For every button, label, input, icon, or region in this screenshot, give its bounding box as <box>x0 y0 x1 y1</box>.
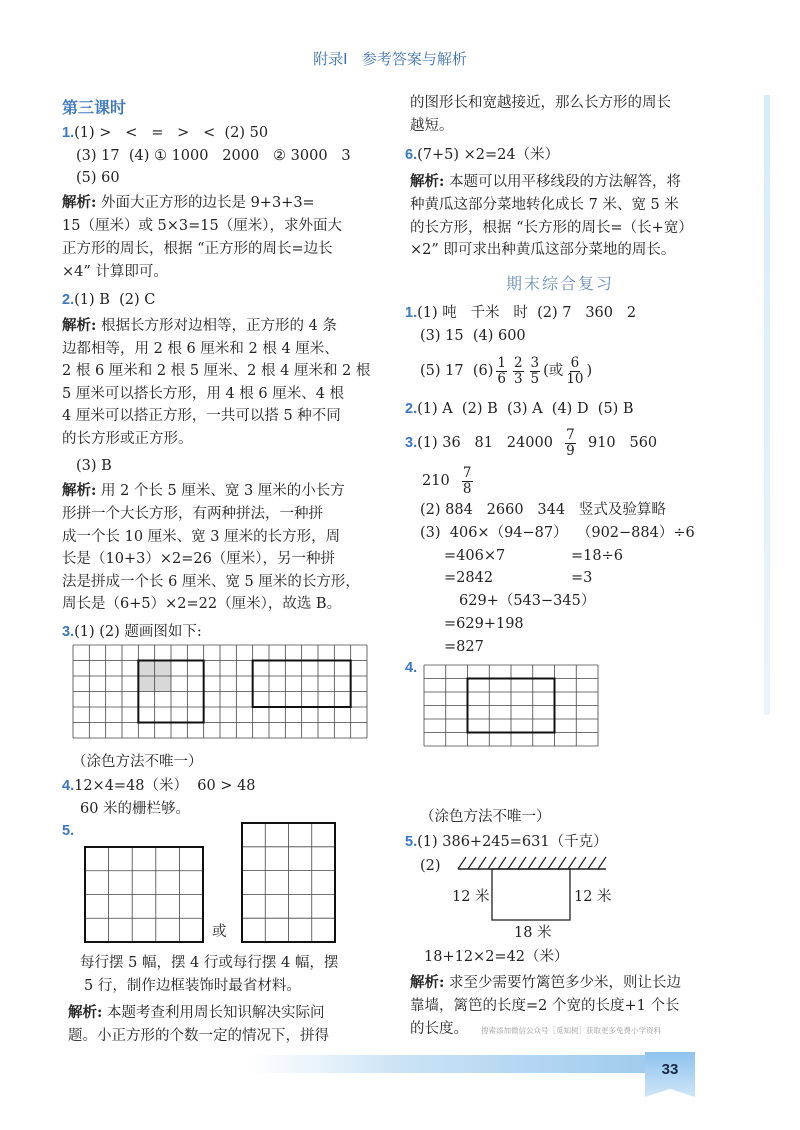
q5-grid-4x5 <box>242 823 335 942</box>
analysis-line <box>410 172 681 192</box>
analysis-line: 成一个长 10 厘米、宽 3 厘米的长方形，周 <box>62 529 341 545</box>
q3-grid-figure <box>73 645 367 738</box>
part-label: (2) <box>420 858 441 874</box>
q5-line: 每行摆 5 幅，摆 4 行或每行摆 4 幅，摆 <box>80 955 339 971</box>
question-number: 3. <box>405 435 418 451</box>
q5-line: 5 行，制作边框装饰时最省材料。 <box>84 978 301 994</box>
section-title: 第三课时 <box>62 98 127 117</box>
edge-stripe <box>764 95 770 715</box>
q2-line <box>62 290 155 310</box>
wall-hatch <box>538 857 546 869</box>
q6-line <box>405 145 559 165</box>
analysis-line: ×2” 即可求出种黄瓜这部分菜地的周长。 <box>410 242 676 258</box>
shading-note: （涂色方法不唯一） <box>72 754 203 770</box>
calc-step: =406×7 <box>444 548 506 564</box>
calc-step: =2842 <box>444 570 494 586</box>
answer-text: (1) 吨 千米 时 (2) 7 360 2 <box>417 305 637 321</box>
denominator: 6 <box>497 370 506 387</box>
analysis-text: 求至少需要竹篱笆多少米，则让长边 <box>444 975 681 991</box>
analysis-line: 长是（10+3）×2=26（厘米），另一种拼 <box>62 551 336 567</box>
wall-hatch <box>488 857 496 869</box>
r3-line: (2) 884 2660 344 竖式及验算略 <box>420 502 666 518</box>
wall-hatch <box>528 857 536 869</box>
answer-text: (1) 386+245=631（千克） <box>417 834 608 850</box>
analysis-line: 种黄瓜这部分菜地转化成长 7 米、宽 5 米 <box>410 197 679 213</box>
answer-text: ) <box>586 363 593 379</box>
wall-hatch <box>498 857 506 869</box>
page-header <box>0 48 780 69</box>
answer-text: (5) 17 (6) <box>420 363 494 379</box>
analysis-label: 解析: <box>62 194 97 211</box>
calc-step: =827 <box>444 639 484 655</box>
analysis-line: 2 根 6 厘米和 2 根 5 厘米、2 根 4 厘米和 2 根 <box>62 363 371 379</box>
analysis-label: 解析: <box>68 1004 103 1021</box>
wall-hatch <box>508 857 516 869</box>
analysis-label: 解析: <box>410 173 445 190</box>
denominator: 5 <box>530 370 540 387</box>
r1-fractions-line <box>420 355 592 387</box>
analysis-line: 靠墙，篱笆的长度=2 个宽的长度+1 个长 <box>410 998 680 1014</box>
answer-text: 910 560 <box>587 435 658 451</box>
analysis-line: 正方形的周长，根据 “正方形的周长=边长 <box>62 241 333 257</box>
length-label-bottom: 18 米 <box>514 925 552 941</box>
calc-step: =3 <box>571 570 593 586</box>
question-number: 2. <box>62 292 75 308</box>
question-number: 4. <box>62 778 75 794</box>
question-number: 1. <box>62 125 75 141</box>
r1-line <box>405 303 636 323</box>
numerator: 3 <box>530 354 540 371</box>
appendix-label: 附录Ⅰ <box>313 50 348 68</box>
analysis-line <box>62 481 345 501</box>
numerator: 1 <box>497 354 506 371</box>
continued-line: 的图形长和宽越接近，那么长方形的周长 <box>410 95 671 111</box>
width-label-left: 12 米 <box>452 889 490 905</box>
wall-hatch <box>558 857 566 869</box>
answer-text: (1) > < = > < (2) 50 <box>74 125 269 141</box>
continued-line: 越短。 <box>410 118 454 134</box>
wall-hatch <box>518 857 526 869</box>
r3-line <box>422 465 476 497</box>
r1-line: (3) 15 (4) 600 <box>420 328 526 344</box>
q5-number <box>62 821 74 841</box>
answer-text: (1) A (2) B (3) A (4) D (5) B <box>417 401 634 417</box>
calc-step: 629+（543−345） <box>459 593 596 609</box>
q5-grid-5x4 <box>85 847 203 942</box>
analysis-line: 4 厘米可以搭正方形，一共可以搭 5 种不同 <box>62 408 341 424</box>
analysis-line: 形拼一个大长方形，有两种拼法，一种拼 <box>62 506 323 522</box>
analysis-line: 法是拼成一个长 6 厘米、宽 5 厘米的长方形， <box>62 574 360 590</box>
numerator: 6 <box>570 354 580 371</box>
wall-hatch <box>588 857 596 869</box>
q2-3-answer: (3) B <box>76 458 112 474</box>
q1-line <box>62 123 268 143</box>
wall-hatch <box>478 857 486 869</box>
analysis-label: 解析: <box>62 317 97 334</box>
analysis-line: ×4” 计算即可。 <box>62 264 168 280</box>
wall-hatch <box>468 857 476 869</box>
q3-line <box>62 622 202 642</box>
analysis-line <box>62 316 337 336</box>
question-number: 2. <box>405 401 418 417</box>
question-number: 1. <box>405 305 418 321</box>
analysis-line: 边都相等，用 2 根 6 厘米和 2 根 4 厘米、 <box>62 341 339 357</box>
analysis-line <box>62 193 315 213</box>
fraction <box>462 466 473 497</box>
fraction <box>496 356 507 387</box>
section-title: 期末综合复习 <box>506 274 615 293</box>
analysis-text: 本题考查利用周长知识解决实际问 <box>102 1005 325 1021</box>
q4-line: 60 米的栅栏够。 <box>80 801 191 817</box>
denominator: 9 <box>566 442 575 459</box>
shading-note: （涂色方法不唯一） <box>420 809 551 825</box>
wall-hatch <box>548 857 556 869</box>
answer-text: 210 <box>422 473 450 489</box>
wall-hatch <box>458 857 466 869</box>
numerator: 7 <box>566 426 575 443</box>
watermark-text: 搜索添加微信公众号［觅知树］获取更多免费小学资料 <box>481 1026 661 1035</box>
answer-text: (或 <box>543 363 564 379</box>
wall-hatch <box>568 857 576 869</box>
analysis-text: 本题可以用平移线段的方法解答，将 <box>444 174 681 190</box>
analysis-line: 的长度。 <box>410 1021 468 1037</box>
analysis-label: 解析: <box>410 974 445 991</box>
numerator: 7 <box>462 464 472 481</box>
fraction <box>513 356 524 387</box>
analysis-line <box>410 973 681 993</box>
fence-rectangle <box>492 869 570 920</box>
wall-hatch <box>578 857 586 869</box>
q1-line: (5) 60 <box>76 170 120 186</box>
r2-line <box>405 399 634 419</box>
fraction <box>566 356 583 387</box>
analysis-label: 解析: <box>62 482 97 499</box>
analysis-line: 15（厘米）或 5×3=15（厘米），求外面大 <box>62 218 343 234</box>
denominator: 3 <box>513 370 523 387</box>
analysis-text: 根据长方形对边相等，正方形的 4 条 <box>96 318 337 334</box>
answer-text: (1) (2) 题画图如下: <box>74 624 202 640</box>
analysis-line: 题。小正方形的个数一定的情况下，拼得 <box>68 1028 329 1044</box>
denominator: 10 <box>566 370 584 387</box>
analysis-line: 周长是（6+5）×2=22（厘米），故选 B。 <box>62 596 342 612</box>
wall-hatch <box>598 857 606 869</box>
r4-grid-figure <box>424 665 598 746</box>
r3-line: (3) 406×（94−87） （902−884）÷6 <box>420 525 695 541</box>
q1-line: (3) 17 (4) ① 1000 2000 ② 3000 3 <box>76 148 351 164</box>
question-number: 3. <box>62 624 75 640</box>
r4-number <box>405 658 417 678</box>
fraction <box>530 356 541 387</box>
analysis-line: 的长方形，根据 “长方形的周长=（长+宽） <box>410 220 693 236</box>
analysis-line: 5 厘米可以搭长方形，用 4 根 6 厘米、4 根 <box>62 386 345 402</box>
question-number: 5. <box>62 823 75 839</box>
numerator: 2 <box>513 354 523 371</box>
footer-banner <box>250 1055 645 1073</box>
header-title: 参考答案与解析 <box>361 50 467 68</box>
r3-line <box>405 427 657 459</box>
analysis-line <box>68 1003 324 1023</box>
answer-text: (7+5) ×2=24（米） <box>417 147 560 163</box>
question-number: 4. <box>405 660 418 676</box>
question-number: 6. <box>405 147 418 163</box>
fraction <box>565 428 576 459</box>
page-number: 33 <box>661 1061 679 1078</box>
answer-text: (1) B (2) C <box>74 292 156 308</box>
calc-step: =629+198 <box>444 616 524 632</box>
analysis-text: 外面大正方形的边长是 9+3+3= <box>96 195 315 211</box>
analysis-text: 用 2 个长 5 厘米、宽 3 厘米的小长方 <box>96 483 345 499</box>
r5-line <box>405 832 608 852</box>
answer-text: (1) 36 81 24000 <box>417 435 553 451</box>
question-number: 5. <box>405 834 418 850</box>
or-label: 或 <box>212 924 227 940</box>
analysis-line: 的长方形或正方形。 <box>62 431 193 447</box>
width-label-right: 12 米 <box>574 889 612 905</box>
calc-step: =18÷6 <box>571 548 623 564</box>
denominator: 8 <box>462 480 472 497</box>
answer-text: 12×4=48（米） 60 > 48 <box>74 778 256 794</box>
q4-line <box>62 776 256 796</box>
r5-calc: 18+12×2=42（米） <box>424 949 569 965</box>
